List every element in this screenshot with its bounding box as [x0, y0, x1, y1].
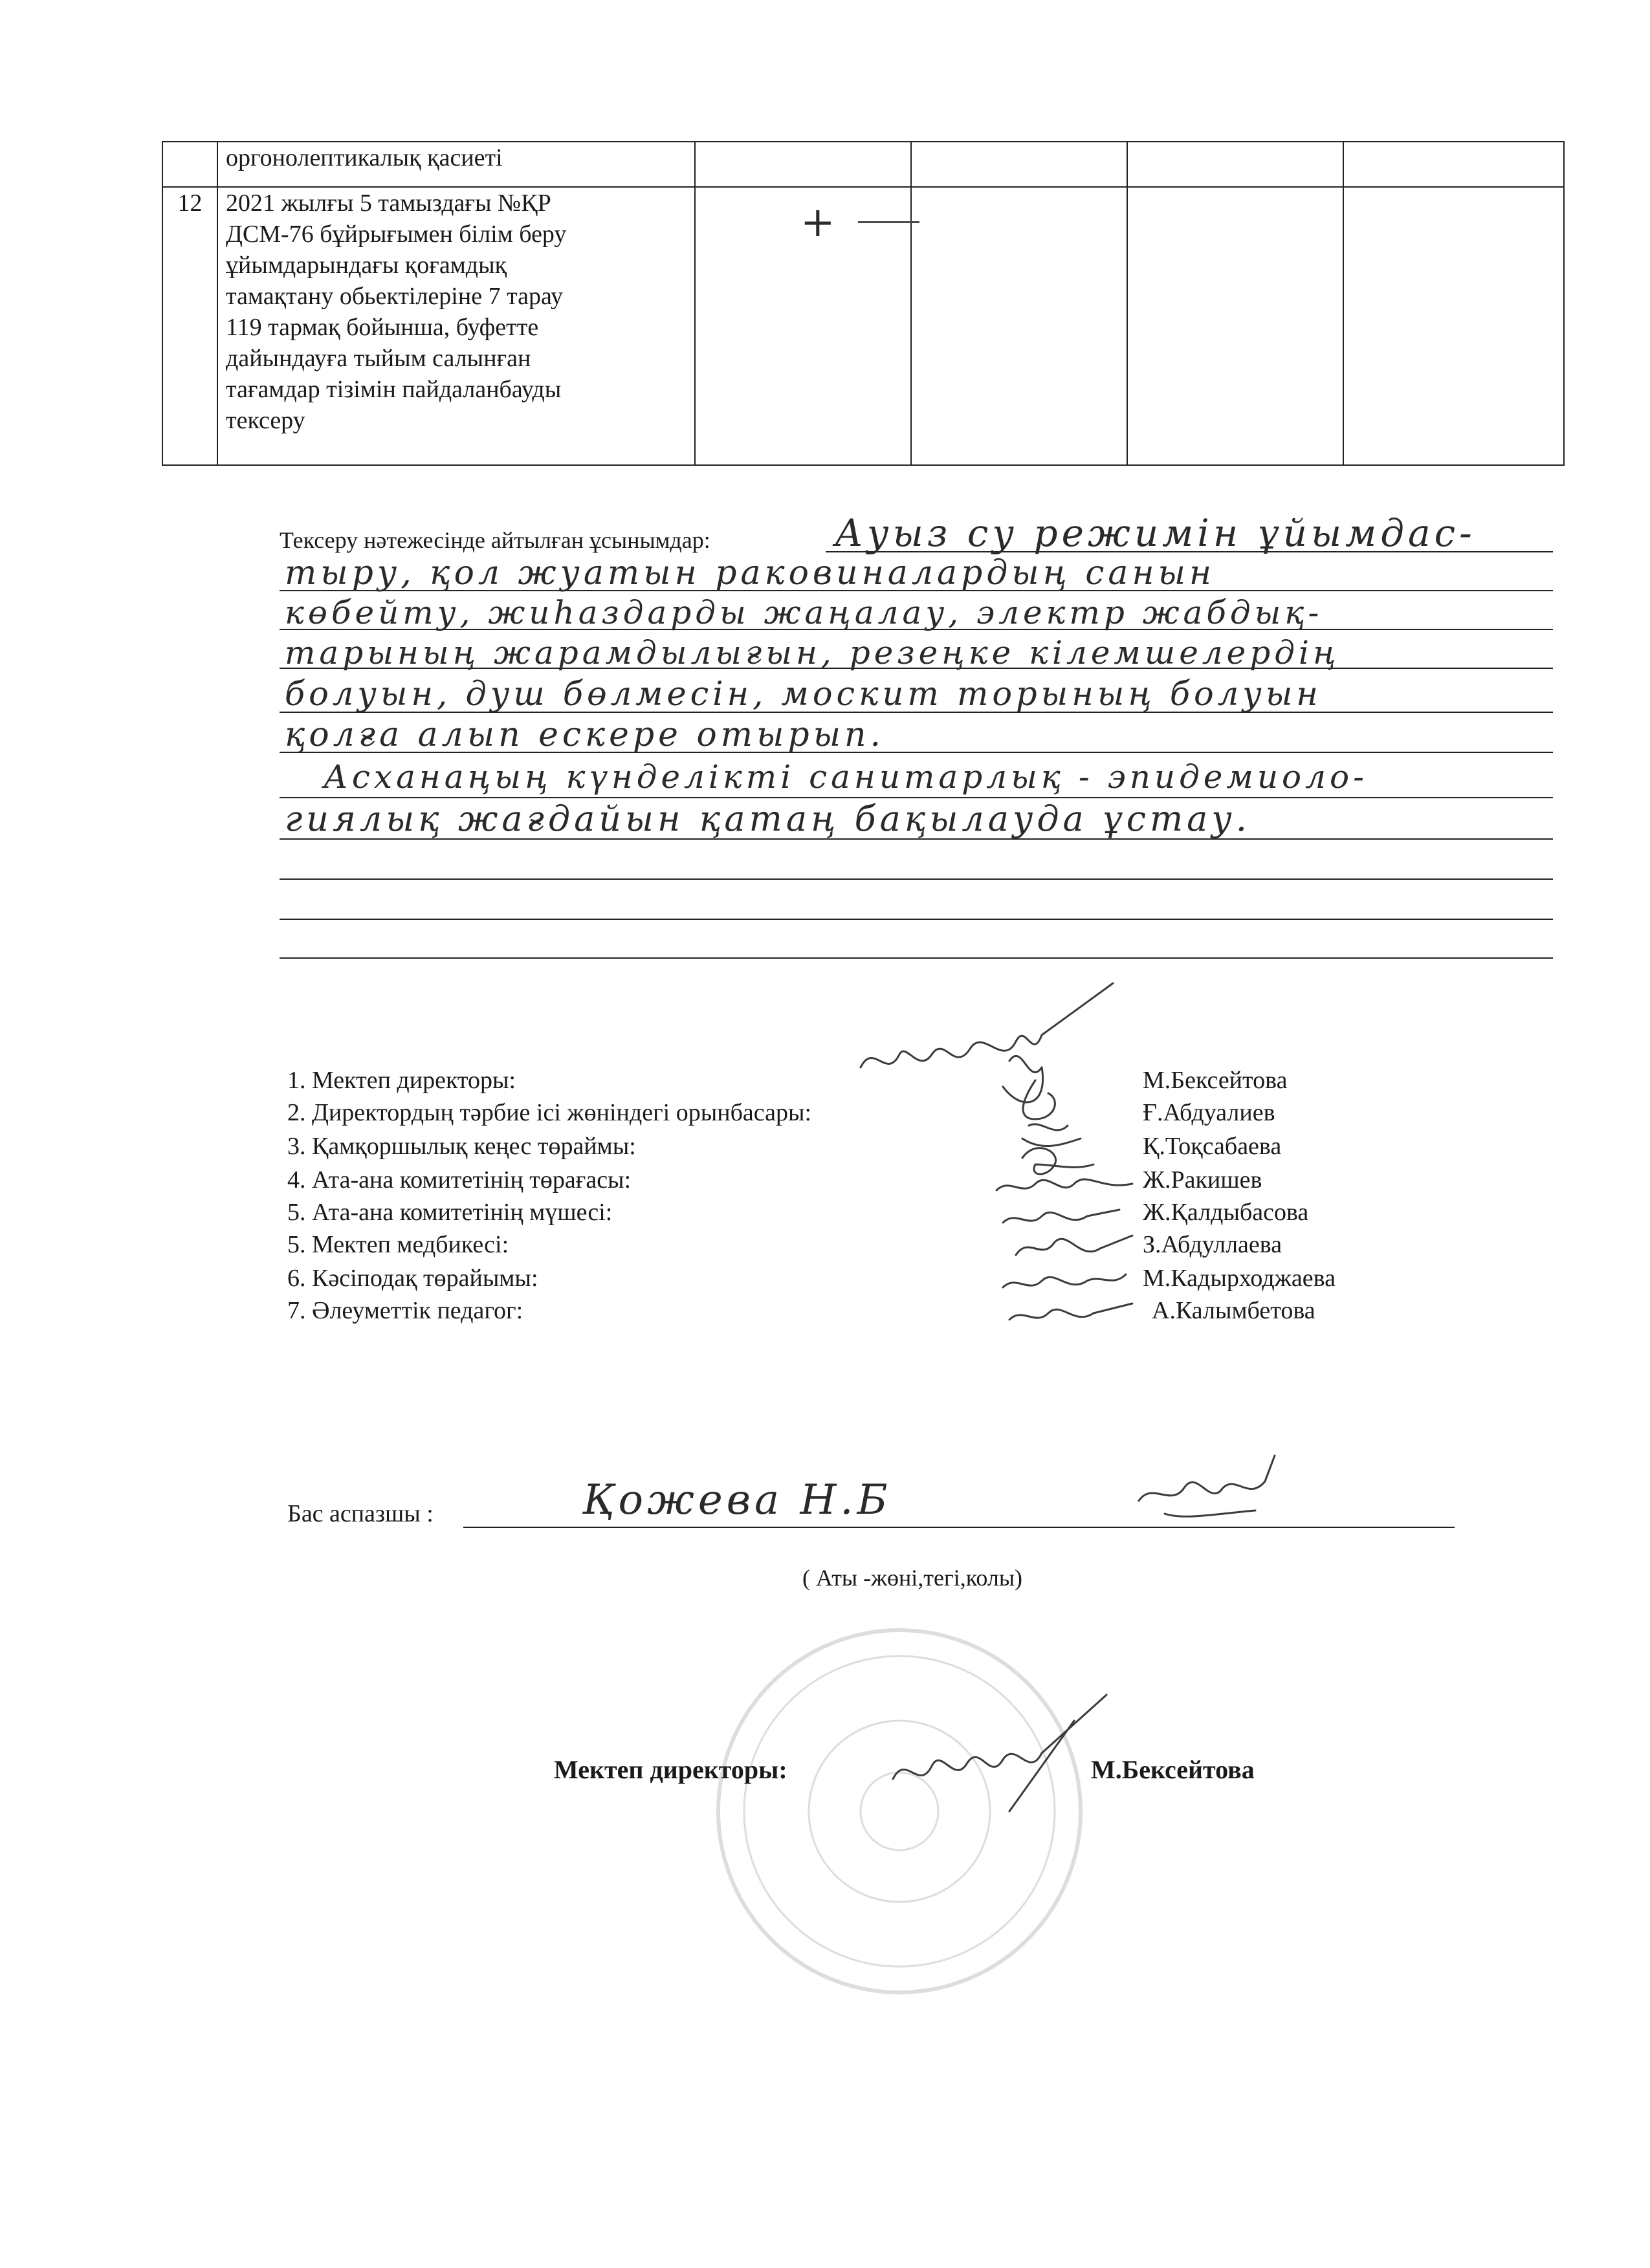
handwritten-plus-mark: +: [800, 199, 839, 246]
handwritten-recommendation-line: гиялық жағдайын қатаң бақылауда ұстау.: [285, 798, 1251, 839]
signatory-name: Ғ.Абдуалиев: [1143, 1099, 1275, 1126]
handwritten-recommendation-line: көбейту, жиһаздарды жаңалау, электр жабдық-: [285, 594, 1323, 631]
result-cell: [1343, 187, 1564, 465]
criterion-line: тамақтану обьектілеріне 7 тарау: [226, 283, 563, 310]
result-cell: [695, 142, 911, 187]
signatory-role: 3. Қамқоршылық кеңес төраймы:: [287, 1133, 636, 1160]
handwritten-recommendation-line: тарының жарамдылығын, резеңке кілемшелердің: [285, 634, 1340, 671]
criterion-line: тағамдар тізімін пайдаланбауды: [226, 376, 562, 403]
signatory-role: 6. Кәсіподақ төрайымы:: [287, 1265, 538, 1292]
criterion-line: ұйымдарындағы қоғамдық: [226, 252, 507, 279]
signatory-name: Қ.Тоқсабаева: [1143, 1133, 1282, 1160]
criterion-line: ДСМ-76 бұйрығымен білім беру: [226, 221, 567, 248]
ruled-line: [280, 919, 1553, 920]
signatory-role: 1. Мектеп директоры:: [287, 1067, 516, 1094]
ruled-line: [280, 957, 1553, 959]
table-row: [162, 187, 1564, 465]
handwritten-dash-mark: [858, 221, 919, 223]
signatory-name: З.Абдуллаева: [1143, 1231, 1282, 1258]
handwritten-recommendation-line: тыру, қол жуатын раковиналардың санын: [285, 554, 1216, 593]
handwritten-recommendation-line: болуын, душ бөлмесін, москит торының болуын: [285, 675, 1322, 714]
signatory-role: 2. Директордың тәрбие ісі жөніндегі орынбасары:: [287, 1099, 812, 1126]
chef-handwritten-name: Қожева Н.Б: [582, 1476, 892, 1524]
signatory-role: 7. Әлеуметтік педагог:: [287, 1297, 523, 1324]
result-cell: [1127, 142, 1343, 187]
criterion-cell: [217, 187, 695, 465]
signatory-name: Ж.Ракишев: [1143, 1166, 1262, 1194]
director-final-signature: [880, 1682, 1126, 1824]
signatory-name: М.Кадырходжаева: [1143, 1265, 1336, 1292]
result-cell: [911, 142, 1127, 187]
row-number-cell: [162, 142, 217, 187]
signatory-name: М.Бексейтова: [1143, 1067, 1288, 1094]
footer-name: М.Бексейтова: [1091, 1755, 1255, 1784]
result-cell: [1343, 142, 1564, 187]
handwritten-recommendation-line: қолға алып ескере отырып.: [285, 715, 885, 754]
chef-label: Бас аспазшы :: [287, 1500, 434, 1527]
handwritten-recommendation-line: Ауыз су режимін ұйымдас-: [835, 511, 1476, 555]
criterion-line: дайындауға тыйым салынған: [226, 345, 531, 372]
checklist-table: [162, 141, 1565, 466]
chef-signature-line: [463, 1527, 1455, 1528]
table-row: [162, 142, 1564, 187]
criterion-line: тексеру: [226, 407, 305, 434]
recommendations-label: Тексеру нәтежесінде айтылған ұсынымдар:: [280, 527, 710, 553]
result-cell: [695, 187, 911, 465]
signatory-role: 5. Мектеп медбикесі:: [287, 1231, 509, 1258]
footer-role: Мектеп директоры:: [554, 1755, 787, 1784]
criterion-line: 119 тармақ бойынша, буфетте: [226, 314, 539, 341]
chef-signature: [1126, 1449, 1281, 1540]
signatory-role: 4. Ата-ана комитетінің төрағасы:: [287, 1166, 632, 1194]
signatory-name: А.Калымбетова: [1152, 1297, 1315, 1324]
handwritten-recommendation-line: Асханаңың күнделікті санитарлық - эпидемиоло-: [324, 758, 1368, 796]
row-number-cell: 12: [162, 187, 217, 465]
signatory-name: Ж.Қалдыбасова: [1143, 1199, 1309, 1226]
result-cell: [911, 187, 1127, 465]
chef-caption: ( Аты -жөні,тегі,колы): [802, 1565, 1023, 1591]
criterion-cell: оргонолептикалық қасиеті: [217, 142, 695, 187]
ruled-line: [280, 878, 1553, 880]
signature-scribbles: [809, 970, 1145, 1384]
signatory-role: 5. Ата-ана комитетінің мүшесі:: [287, 1199, 613, 1226]
result-cell: [1127, 187, 1343, 465]
criterion-line: 2021 жылғы 5 тамыздағы №ҚР: [226, 190, 551, 217]
